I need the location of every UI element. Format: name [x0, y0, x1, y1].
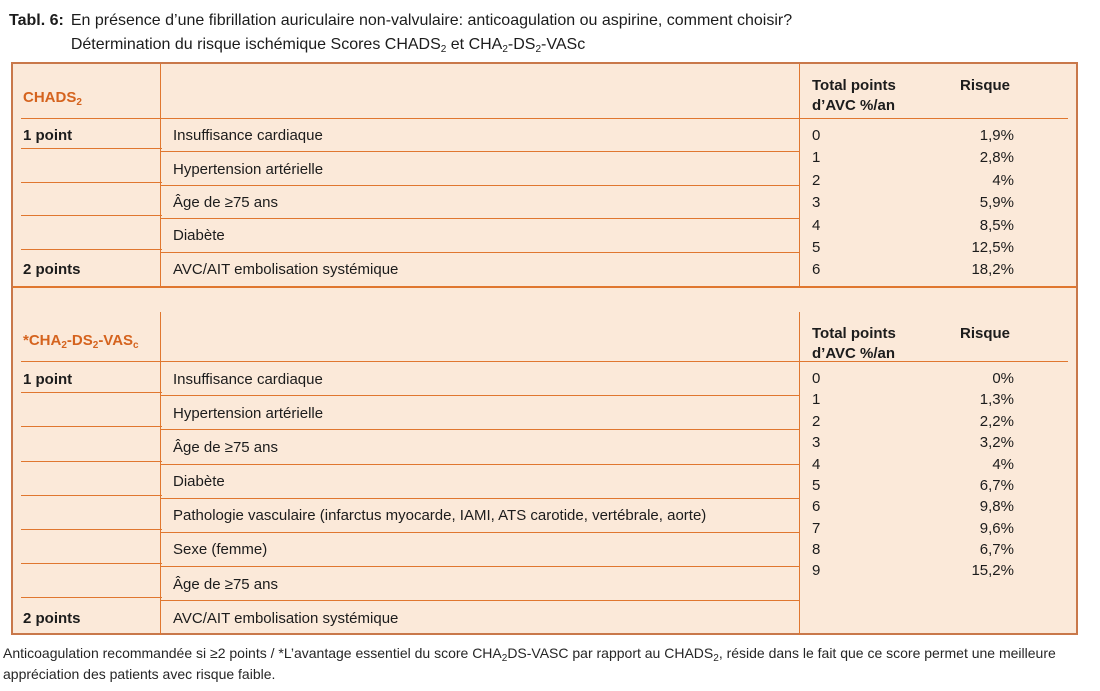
risk-value: 1,3%	[979, 391, 1014, 409]
cha2ds2vasc-risk-list	[800, 362, 1076, 582]
cha2ds2vasc-left-columns	[13, 312, 799, 636]
table-caption	[9, 9, 792, 57]
points-cell	[13, 396, 161, 430]
risk-value: 8,5%	[979, 216, 1014, 234]
risk-points: 6	[812, 261, 821, 279]
risk-points: 2	[812, 171, 821, 189]
risk-row	[800, 560, 1076, 581]
risk-points: 9	[812, 562, 821, 580]
risk-value: 6,7%	[979, 476, 1014, 494]
caption-line1: En présence d’une fibrillation auriculaire non-valvulaire: anticoagulation ou aspirine, comment choisir?	[70, 12, 793, 29]
table-row	[13, 253, 799, 286]
risk-value: 4%	[992, 455, 1014, 473]
risk-row	[800, 539, 1076, 560]
risk-points: 7	[812, 519, 821, 537]
cha2ds2vasc-score-label: $*CHA_2-DS_2-VAS_c$	[23, 331, 139, 351]
points-cell	[13, 533, 161, 567]
chads2-risk-columns	[799, 64, 1076, 286]
risk-points: 6	[812, 498, 821, 516]
chads2-score-label: $CHADS_2$	[23, 89, 82, 108]
risk-row	[800, 215, 1076, 237]
risk-row	[800, 518, 1076, 539]
risk-value: 4%	[992, 171, 1014, 189]
chads2-score-cell	[13, 64, 161, 119]
points-cell	[13, 567, 161, 601]
risk-points: 8	[812, 541, 821, 559]
risk-row	[800, 496, 1076, 517]
points-cell: 2 points	[13, 253, 161, 286]
risk-points: 3	[812, 194, 821, 212]
risk-row	[800, 147, 1076, 169]
risk-value: 2,2%	[979, 412, 1014, 430]
risque-header: Risque	[959, 77, 1010, 94]
risk-points: 3	[812, 434, 821, 452]
risk-row	[800, 432, 1076, 453]
cha2ds2vasc-header-spacer	[161, 312, 799, 362]
risk-value: 9,8%	[979, 498, 1014, 516]
criterion-cell: Âge de ≥75 ans	[161, 567, 799, 601]
criterion-cell: Hypertension artérielle	[161, 396, 799, 430]
risk-value: 6,7%	[979, 541, 1014, 559]
table-row	[13, 396, 799, 430]
criterion-cell: AVC/AIT embolisation systémique	[173, 260, 399, 278]
caption-line2: Détermination du risque ischémique Scores $CHADS_2$ et $CHA_2-DS_2$-VASc	[70, 36, 586, 55]
points-cell	[13, 499, 161, 533]
table-row	[13, 567, 799, 601]
risk-points: 5	[812, 476, 821, 494]
total-points-header: Total points d’AVC %/an	[812, 77, 896, 114]
section-gap	[13, 288, 1076, 312]
risk-value: 1,9%	[979, 127, 1014, 144]
table-row	[13, 362, 799, 396]
cha2ds2vasc-header-row	[13, 312, 799, 362]
table-row	[13, 499, 799, 533]
risk-row	[800, 389, 1076, 410]
caption-number: Tabl. 6:	[9, 12, 64, 29]
criterion-cell: Âge de ≥75 ans	[161, 430, 799, 464]
table-row	[13, 601, 799, 635]
risk-points: 1	[812, 391, 821, 409]
points-cell: 1 point	[13, 362, 161, 396]
table-row	[13, 219, 799, 252]
table-row	[13, 186, 799, 219]
risk-row	[800, 454, 1076, 475]
risk-row	[800, 259, 1076, 281]
criterion-cell: Diabète	[161, 465, 799, 499]
cha2ds2vasc-risk-columns	[799, 312, 1076, 636]
risk-value: 5,9%	[979, 194, 1014, 212]
criterion-cell: Insuffisance cardiaque	[161, 119, 799, 152]
points-cell	[13, 430, 161, 464]
points-cell	[13, 219, 161, 252]
chads2-header-spacer	[161, 64, 799, 119]
risk-value: 12,5%	[971, 238, 1014, 256]
risk-row	[800, 237, 1076, 259]
caption-text	[71, 9, 792, 57]
points-cell: 1 point	[13, 119, 161, 152]
table-row	[13, 119, 799, 152]
criterion-cell: AVC/AIT embolisation systémique	[173, 609, 399, 627]
risk-points: 4	[812, 455, 821, 473]
table-row	[13, 533, 799, 567]
risk-row	[800, 125, 1076, 147]
chads2-left-columns	[13, 64, 799, 286]
risk-row	[800, 475, 1076, 496]
criterion-cell: Diabète	[161, 219, 799, 252]
chads2-section	[13, 64, 1076, 288]
total-points-header: Total points d’AVC %/an	[812, 324, 896, 362]
risk-row	[800, 368, 1076, 389]
cha2ds2vasc-risk-header	[800, 312, 1076, 362]
risk-row	[800, 170, 1076, 192]
risk-row	[800, 411, 1076, 432]
risk-points: 1	[812, 149, 821, 167]
risk-value: 3,2%	[979, 434, 1014, 452]
risk-value: 15,2%	[971, 562, 1014, 580]
points-cell	[13, 152, 161, 185]
risk-points: 0	[812, 369, 821, 387]
points-cell: 2 points	[13, 601, 161, 635]
criterion-cell: Sexe (femme)	[161, 533, 799, 567]
points-cell	[13, 465, 161, 499]
risk-points: 0	[812, 127, 821, 144]
chads2-header-row	[13, 64, 799, 119]
risk-points: 2	[812, 412, 821, 430]
cha2ds2vasc-score-cell	[13, 312, 161, 362]
criterion-cell: Pathologie vasculaire (infarctus myocarde, IAMI, ATS carotide, vertébrale, aorte)	[161, 499, 799, 533]
footnote: Anticoagulation recommandée si ≥2 points / *L’avantage essentiel du score $CHA_2DS$-VASC par rapport au $CHADS_2$, réside dans le fait que ce score permet une meilleure appréciation des patients avec risque faible.	[3, 645, 1056, 682]
criterion-cell: Hypertension artérielle	[161, 152, 799, 185]
scores-table	[11, 62, 1078, 635]
chads2-risk-header	[800, 64, 1076, 119]
risk-value: 9,6%	[979, 519, 1014, 537]
risque-header: Risque	[959, 324, 1010, 342]
risk-row	[800, 192, 1076, 214]
table-row	[13, 152, 799, 185]
points-cell	[13, 186, 161, 219]
risk-value: 18,2%	[971, 261, 1014, 279]
risk-value: 0%	[992, 369, 1014, 387]
chads2-risk-list	[800, 119, 1076, 282]
criterion-cell: Âge de ≥75 ans	[161, 186, 799, 219]
criterion-cell: Insuffisance cardiaque	[161, 362, 799, 396]
cha2ds2vasc-section	[13, 312, 1076, 636]
risk-points: 4	[812, 216, 821, 234]
risk-value: 2,8%	[979, 149, 1014, 167]
table-row	[13, 430, 799, 464]
risk-points: 5	[812, 238, 821, 256]
table-row	[13, 465, 799, 499]
